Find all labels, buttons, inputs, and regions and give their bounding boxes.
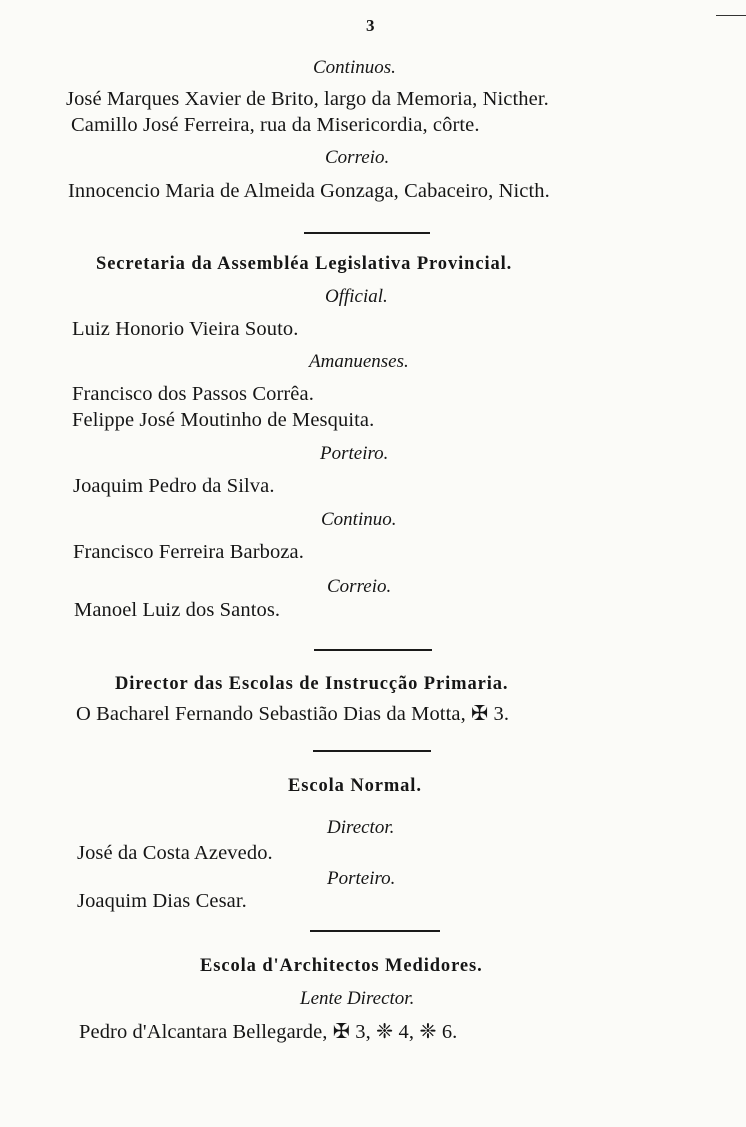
heading-director-escolas: Director das Escolas de Instrucção Primaria.	[115, 674, 509, 694]
entry-francisco-passos: Francisco dos Passos Corrêa.	[72, 383, 314, 405]
heading-correio-2: Correio.	[327, 576, 392, 597]
margin-mark	[716, 15, 746, 16]
heading-correio-1: Correio.	[325, 147, 390, 168]
entry-jose-marques: José Marques Xavier de Brito, largo da Memoria, Nicther.	[66, 88, 549, 110]
entry-bacharel-fernando: O Bacharel Fernando Sebastião Dias da Motta, ✠ 3.	[76, 703, 510, 725]
heading-continuos: Continuos.	[313, 57, 396, 78]
entry-camillo-jose: Camillo José Ferreira, rua da Misericordia, côrte.	[71, 114, 480, 136]
heading-continuo: Continuo.	[321, 509, 397, 530]
entry-luiz-honorio: Luiz Honorio Vieira Souto.	[72, 318, 299, 340]
section-divider-2	[314, 649, 432, 651]
entry-pedro-alcantara: Pedro d'Alcantara Bellegarde, ✠ 3, ❈ 4, ❈ 6.	[79, 1021, 458, 1043]
section-divider-3	[313, 750, 431, 752]
heading-amanuenses: Amanuenses.	[309, 351, 409, 372]
heading-lente-director: Lente Director.	[300, 988, 415, 1009]
heading-escola-architectos: Escola d'Architectos Medidores.	[200, 956, 483, 976]
heading-official: Official.	[325, 286, 388, 307]
page-number: 3	[366, 16, 375, 35]
entry-manoel-luiz: Manoel Luiz dos Santos.	[74, 599, 281, 621]
entry-francisco-ferreira: Francisco Ferreira Barboza.	[73, 541, 304, 563]
heading-porteiro-1: Porteiro.	[320, 443, 389, 464]
entry-jose-costa: José da Costa Azevedo.	[77, 842, 273, 864]
entry-joaquim-pedro: Joaquim Pedro da Silva.	[73, 475, 275, 497]
heading-director: Director.	[327, 817, 395, 838]
heading-porteiro-2: Porteiro.	[327, 868, 396, 889]
entry-felippe-jose: Felippe José Moutinho de Mesquita.	[72, 409, 375, 431]
entry-joaquim-dias: Joaquim Dias Cesar.	[77, 890, 247, 912]
heading-escola-normal: Escola Normal.	[288, 776, 422, 796]
entry-innocencio: Innocencio Maria de Almeida Gonzaga, Cabaceiro, Nicth.	[68, 180, 550, 202]
heading-secretaria: Secretaria da Assembléa Legislativa Provincial.	[96, 254, 513, 274]
section-divider-1	[304, 232, 430, 234]
section-divider-4	[310, 930, 440, 932]
